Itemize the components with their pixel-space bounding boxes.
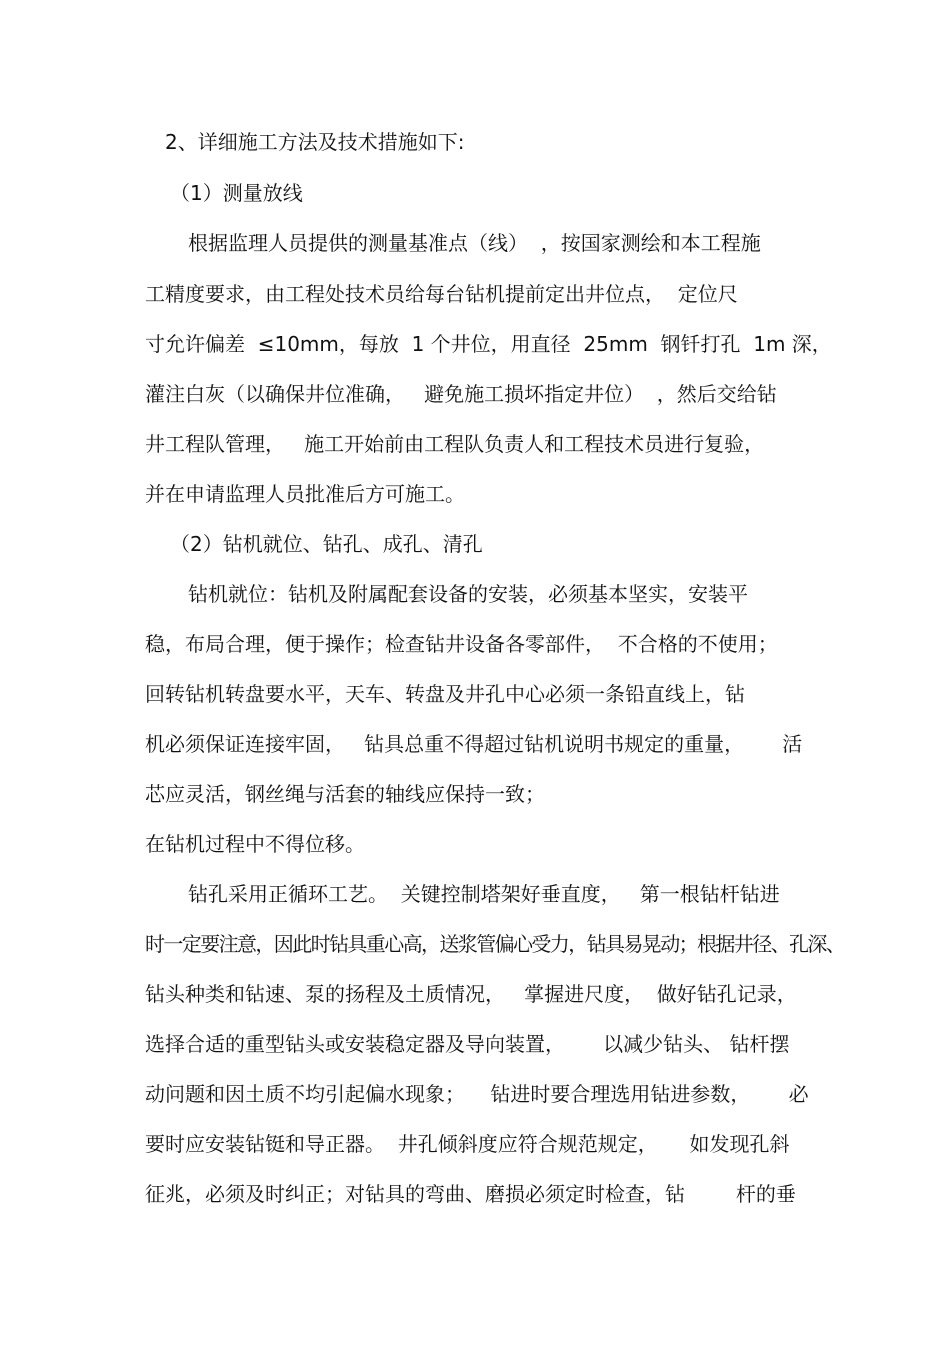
paragraph-line: 回转钻机转盘要水平，天车、转盘及井孔中心必须一条铅直线上，钻	[145, 682, 745, 706]
paragraph-line: 井工程队管理， 施工开始前由工程队负责人和工程技术员进行复验，	[145, 432, 765, 456]
paragraph-line: 芯应灵活，钢丝绳与活套的轴线应保持一致；	[145, 782, 545, 806]
paragraph-line: 动问题和因土质不均引起偏水现象； 钻进时要合理选用钻进参数， 必	[145, 1082, 809, 1106]
paragraph-line: 在钻机过程中不得位移。	[145, 832, 365, 856]
paragraph-line: 机必须保证连接牢固， 钻具总重不得超过钻机说明书规定的重量， 活	[145, 732, 803, 756]
subsection-heading: （1）测量放线	[170, 181, 303, 205]
paragraph-line: 时一定要注意，因此时钻具重心高，送浆管偏心受力，钻具易晃动；根据井径、孔深、	[145, 932, 845, 956]
paragraph-line: 选择合适的重型钻头或安装稳定器及导向装置， 以减少钻头、 钻杆摆	[145, 1032, 790, 1056]
paragraph-line: 灌注白灰（以确保井位准确， 避免施工损坏指定井位） ，然后交给钻	[145, 382, 777, 406]
paragraph-line: 根据监理人员提供的测量基准点（线） ，按国家测绘和本工程施	[188, 231, 761, 255]
paragraph-line: 钻孔采用正循环工艺。 关键控制塔架好垂直度， 第一根钻杆钻进	[188, 882, 780, 906]
paragraph-line: 钻头种类和钻速、泵的扬程及土质情况， 掌握进尺度， 做好钻孔记录，	[145, 982, 797, 1006]
paragraph-line: 要时应安装钻铤和导正器。 井孔倾斜度应符合规范规定， 如发现孔斜	[145, 1132, 790, 1156]
paragraph-line: 工精度要求，由工程处技术员给每台钻机提前定出井位点， 定位尺	[145, 282, 738, 306]
paragraph-line: 并在申请监理人员批准后方可施工。	[145, 482, 465, 506]
paragraph-line: 钻机就位：钻机及附属配套设备的安装，必须基本坚实，安装平	[188, 582, 748, 606]
subsection-heading: （2）钻机就位、钻孔、成孔、清孔	[170, 532, 483, 556]
paragraph-line: 稳，布局合理，便于操作；检查钻井设备各零部件， 不合格的不使用；	[145, 632, 778, 656]
section-heading: 2、详细施工方法及技术措施如下:	[165, 130, 465, 154]
paragraph-line: 寸允许偏差 ≤10mm，每放 1 个井位，用直径 25mm 钢钎打孔 1m 深，	[145, 332, 832, 356]
paragraph-line: 征兆，必须及时纠正；对钻具的弯曲、磨损必须定时检查，钻 杆的垂	[145, 1182, 796, 1206]
